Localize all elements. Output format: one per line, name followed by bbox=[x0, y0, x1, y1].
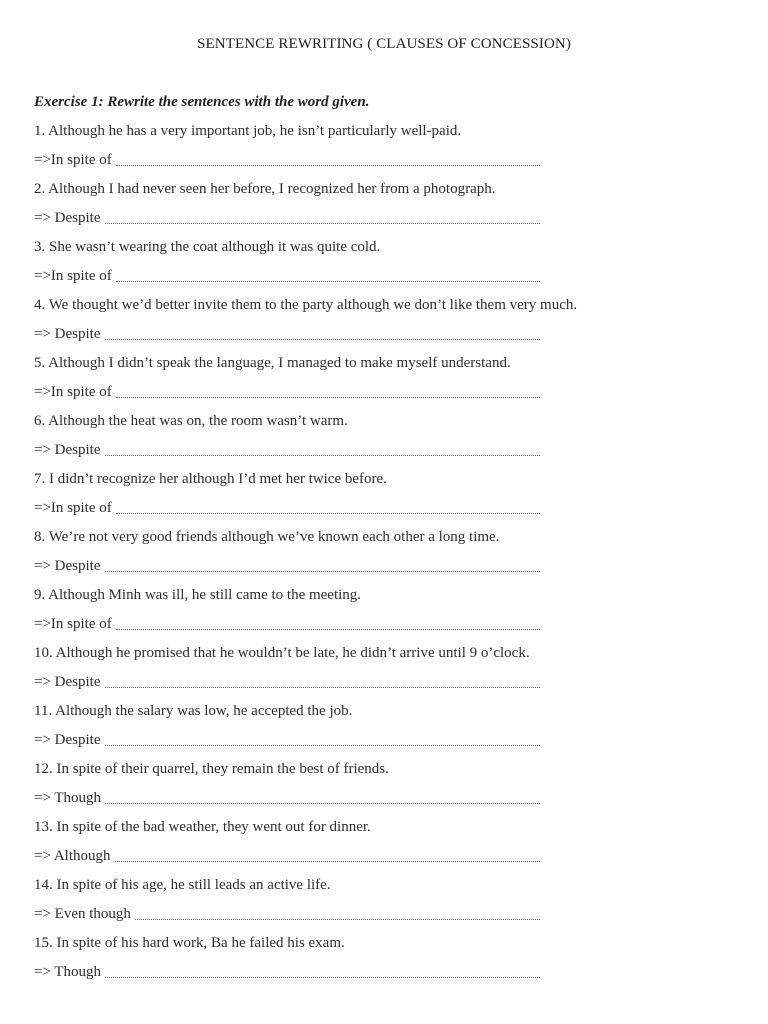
exercise-sentence: 5. Although I didn’t speak the language, I managed to make myself understand. bbox=[34, 355, 511, 371]
answer-prompt: => Despite bbox=[34, 674, 101, 690]
answer-prompt: => Though bbox=[34, 964, 102, 980]
exercise-sentence: 13. In spite of the bad weather, they went out for dinner. bbox=[34, 819, 371, 835]
answer-blank[interactable] bbox=[105, 339, 540, 340]
exercise-item bbox=[0, 928, 768, 986]
exercise-item bbox=[0, 406, 768, 464]
answer-blank[interactable] bbox=[105, 745, 540, 746]
answer-blank[interactable] bbox=[115, 861, 540, 862]
answer-prompt: => Although bbox=[34, 848, 111, 864]
answer-prompt: => Despite bbox=[34, 732, 101, 748]
answer-line bbox=[34, 152, 540, 169]
answer-line bbox=[34, 558, 540, 575]
exercise-sentence: 11. Although the salary was low, he accepted the job. bbox=[34, 703, 353, 719]
exercise-sentence: 12. In spite of their quarrel, they remain the best of friends. bbox=[34, 761, 389, 777]
answer-prompt: =>In spite of bbox=[34, 152, 112, 168]
exercise-sentence: 3. She wasn’t wearing the coat although it was quite cold. bbox=[34, 239, 381, 255]
answer-blank[interactable] bbox=[116, 165, 540, 166]
answer-line bbox=[34, 964, 540, 981]
exercise-item bbox=[0, 696, 768, 754]
answer-line bbox=[34, 848, 540, 865]
answer-blank[interactable] bbox=[105, 803, 540, 804]
exercise-list bbox=[0, 116, 768, 986]
answer-prompt: => Despite bbox=[34, 210, 101, 226]
exercise-sentence: 2. Although I had never seen her before, I recognized her from a photograph. bbox=[34, 181, 496, 197]
answer-blank[interactable] bbox=[116, 513, 540, 514]
exercise-item bbox=[0, 348, 768, 406]
answer-line bbox=[34, 500, 540, 517]
answer-blank[interactable] bbox=[116, 397, 540, 398]
exercise-sentence: 14. In spite of his age, he still leads an active life. bbox=[34, 877, 331, 893]
answer-line bbox=[34, 210, 540, 227]
answer-line bbox=[34, 268, 540, 285]
document-title: SENTENCE REWRITING ( CLAUSES OF CONCESSION) bbox=[197, 36, 571, 52]
exercise-item bbox=[0, 580, 768, 638]
answer-line bbox=[34, 384, 540, 401]
exercise-sentence: 10. Although he promised that he wouldn’t be late, he didn’t arrive until 9 o’clock. bbox=[34, 645, 530, 661]
answer-blank[interactable] bbox=[105, 977, 540, 978]
answer-line bbox=[34, 732, 540, 749]
answer-blank[interactable] bbox=[116, 629, 540, 630]
answer-blank[interactable] bbox=[105, 571, 540, 572]
answer-line bbox=[34, 906, 540, 923]
answer-blank[interactable] bbox=[116, 281, 540, 282]
exercise-item bbox=[0, 232, 768, 290]
exercise-sentence: 4. We thought we’d better invite them to the party although we don’t like them very much. bbox=[34, 297, 578, 313]
answer-prompt: => Despite bbox=[34, 326, 101, 342]
exercise-item bbox=[0, 464, 768, 522]
answer-line bbox=[34, 790, 540, 807]
exercise-item bbox=[0, 290, 768, 348]
exercise-sentence: 9. Although Minh was ill, he still came to the meeting. bbox=[34, 587, 362, 603]
answer-prompt: => Despite bbox=[34, 558, 101, 574]
exercise-heading: Exercise 1: Rewrite the sentences with the word given. bbox=[34, 94, 370, 110]
answer-blank[interactable] bbox=[105, 455, 540, 456]
answer-prompt: =>In spite of bbox=[34, 268, 112, 284]
answer-prompt: =>In spite of bbox=[34, 384, 112, 400]
exercise-sentence: 1. Although he has a very important job, he isn’t particularly well-paid. bbox=[34, 123, 462, 139]
exercise-item bbox=[0, 870, 768, 928]
answer-line bbox=[34, 674, 540, 691]
exercise-sentence: 6. Although the heat was on, the room wasn’t warm. bbox=[34, 413, 348, 429]
exercise-item bbox=[0, 522, 768, 580]
exercise-sentence: 8. We’re not very good friends although we’ve known each other a long time. bbox=[34, 529, 500, 545]
exercise-sentence: 15. In spite of his hard work, Ba he failed his exam. bbox=[34, 935, 345, 951]
answer-blank[interactable] bbox=[135, 919, 540, 920]
answer-line bbox=[34, 326, 540, 343]
exercise-item bbox=[0, 754, 768, 812]
answer-line bbox=[34, 442, 540, 459]
answer-prompt: => Even though bbox=[34, 906, 131, 922]
answer-prompt: =>In spite of bbox=[34, 616, 112, 632]
answer-prompt: => Though bbox=[34, 790, 102, 806]
exercise-item bbox=[0, 812, 768, 870]
answer-prompt: => Despite bbox=[34, 442, 101, 458]
exercise-item bbox=[0, 638, 768, 696]
exercise-item bbox=[0, 116, 768, 174]
exercise-sentence: 7. I didn’t recognize her although I’d met her twice before. bbox=[34, 471, 387, 487]
answer-blank[interactable] bbox=[105, 687, 540, 688]
answer-line bbox=[34, 616, 540, 633]
exercise-item bbox=[0, 174, 768, 232]
answer-prompt: =>In spite of bbox=[34, 500, 112, 516]
answer-blank[interactable] bbox=[105, 223, 540, 224]
